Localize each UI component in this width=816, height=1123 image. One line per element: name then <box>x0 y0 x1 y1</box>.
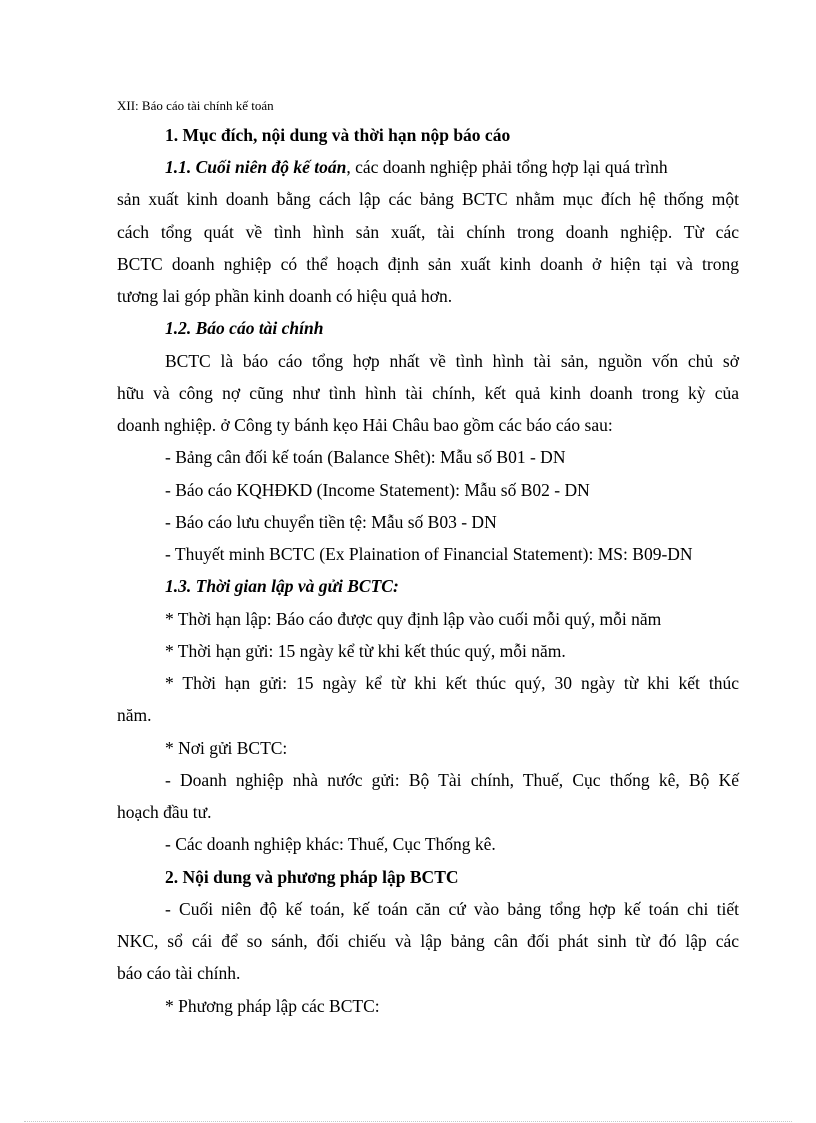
list-item: - Báo cáo lưu chuyển tiền tệ: Mẫu số B03 - DN <box>165 512 497 532</box>
paragraph-1-1-line-4: BCTC doanh nghiệp có thể hoạch định sản xuất kinh doanh ở hiện tại và trong <box>117 254 739 274</box>
deadline-prepare: * Thời hạn lập: Báo cáo được quy định lập vào cuối mỗi quý, mỗi năm <box>165 609 662 629</box>
submit-destination: * Nơi gửi BCTC: <box>165 738 288 758</box>
heading-1-2: 1.2. Báo cáo tài chính <box>165 318 324 338</box>
list-item: - Báo cáo KQHĐKD (Income Statement): Mẫu số B02 - DN <box>165 480 590 500</box>
heading-2: 2. Nội dung và phương pháp lập BCTC <box>165 867 459 887</box>
state-enterprise-line-1: - Doanh nghiệp nhà nước gửi: Bộ Tài chính, Thuế, Cục thống kê, Bộ Kế <box>165 770 739 790</box>
paragraph-2-line-3: báo cáo tài chính. <box>117 963 241 983</box>
other-enterprises: - Các doanh nghiệp khác: Thuế, Cục Thống kê. <box>165 834 496 854</box>
paragraph-1-1-line-2: sản xuất kinh doanh bằng cách lập các bảng BCTC nhằm mục đích hệ thống một <box>117 189 739 209</box>
paragraph-1-1-text: , các doanh nghiệp phải tổng hợp lại quá trình <box>346 157 668 177</box>
paragraph-1-2-line-3: doanh nghiệp. ở Công ty bánh kẹo Hải Châu bao gồm các báo cáo sau: <box>117 415 613 435</box>
paragraph-2-line-1: - Cuối niên độ kế toán, kế toán căn cứ vào bảng tổng hợp kế toán chi tiết <box>165 899 739 919</box>
deadline-submit-2-line-1: * Thời hạn gửi: 15 ngày kể từ khi kết thúc quý, 30 ngày từ khi kết thúc <box>165 673 739 693</box>
heading-1: 1. Mục đích, nội dung và thời hạn nộp báo cáo <box>165 125 511 145</box>
list-item: - Bảng cân đối kế toán (Balance Shêt): Mẫu số B01 - DN <box>165 447 566 467</box>
deadline-submit-2-line-2: năm. <box>117 705 152 725</box>
paragraph-1-1-line-3: cách tổng quát về tình hình sản xuất, tài chính trong doanh nghiệp. Từ các <box>117 222 739 242</box>
list-item: - Thuyết minh BCTC (Ex Plaination of Financial Statement): MS: B09-DN <box>165 544 693 564</box>
heading-1-3: 1.3. Thời gian lập và gửi BCTC: <box>165 576 399 596</box>
paragraph-1-1-line-1 <box>165 156 739 178</box>
heading-1-1: 1.1. Cuối niên độ kế toán <box>165 157 347 177</box>
method-heading: * Phương pháp lập các BCTC: <box>165 996 380 1016</box>
section-title: XII: Báo cáo tài chính kế toán <box>117 98 274 113</box>
page-bottom-rule <box>24 1121 792 1122</box>
deadline-submit: * Thời hạn gửi: 15 ngày kể từ khi kết thúc quý, mỗi năm. <box>165 641 566 661</box>
paragraph-2-line-2: NKC, sổ cái để so sánh, đối chiếu và lập bảng cân đối phát sinh từ đó lập các <box>117 931 739 951</box>
paragraph-1-2-line-2: hữu và công nợ cũng như tình hình tài chính, kết quả kinh doanh trong kỳ của <box>117 383 739 403</box>
state-enterprise-line-2: hoạch đầu tư. <box>117 802 212 822</box>
paragraph-1-2-line-1: BCTC là báo cáo tổng hợp nhất về tình hình tài sản, nguồn vốn chủ sở <box>165 351 739 371</box>
paragraph-1-1-line-5: tương lai góp phần kinh doanh có hiệu quả hơn. <box>117 286 453 306</box>
